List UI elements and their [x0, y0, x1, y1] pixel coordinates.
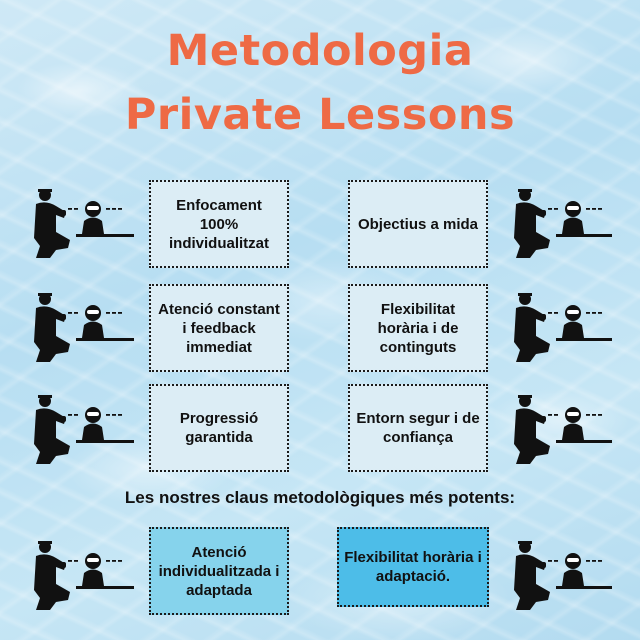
coach-and-swimmer-icon [26, 188, 136, 260]
coach-and-swimmer-icon [26, 540, 136, 612]
methodology-box [348, 180, 488, 268]
coach-and-swimmer-icon [506, 292, 616, 364]
methodology-box [149, 384, 289, 472]
methodology-box-label: Entorn segur i de confiança [356, 410, 480, 446]
key-method-box [337, 527, 489, 607]
methodology-box-label: Flexibilitat horària i de continguts [377, 300, 459, 356]
page-title-line2: Private Lessons [124, 90, 516, 140]
key-method-box [149, 527, 289, 615]
page-title-line1: Metodologia [166, 26, 474, 76]
methodology-box [348, 284, 488, 372]
methodology-box [348, 384, 488, 472]
coach-and-swimmer-icon [26, 394, 136, 466]
methodology-box-label: Objectius a mida [357, 215, 479, 233]
methodology-box-label: Atenció constant i feedback immediat [158, 300, 280, 356]
methodology-box-label: Progressió garantida [179, 410, 259, 446]
key-method-box-label: Atenció individualitzada i adaptada [158, 543, 280, 599]
key-method-box-label: Flexibilitat horària i adaptació. [344, 549, 482, 585]
coach-and-swimmer-icon [506, 540, 616, 612]
methodology-box-label: Enfocament 100% individualitzat [168, 196, 269, 252]
coach-and-swimmer-icon [26, 292, 136, 364]
key-methods-heading: Les nostres claus metodològiques més potents: [124, 488, 516, 507]
coach-and-swimmer-icon [506, 394, 616, 466]
coach-and-swimmer-icon [506, 188, 616, 260]
methodology-box [149, 180, 289, 268]
methodology-box [149, 284, 289, 372]
